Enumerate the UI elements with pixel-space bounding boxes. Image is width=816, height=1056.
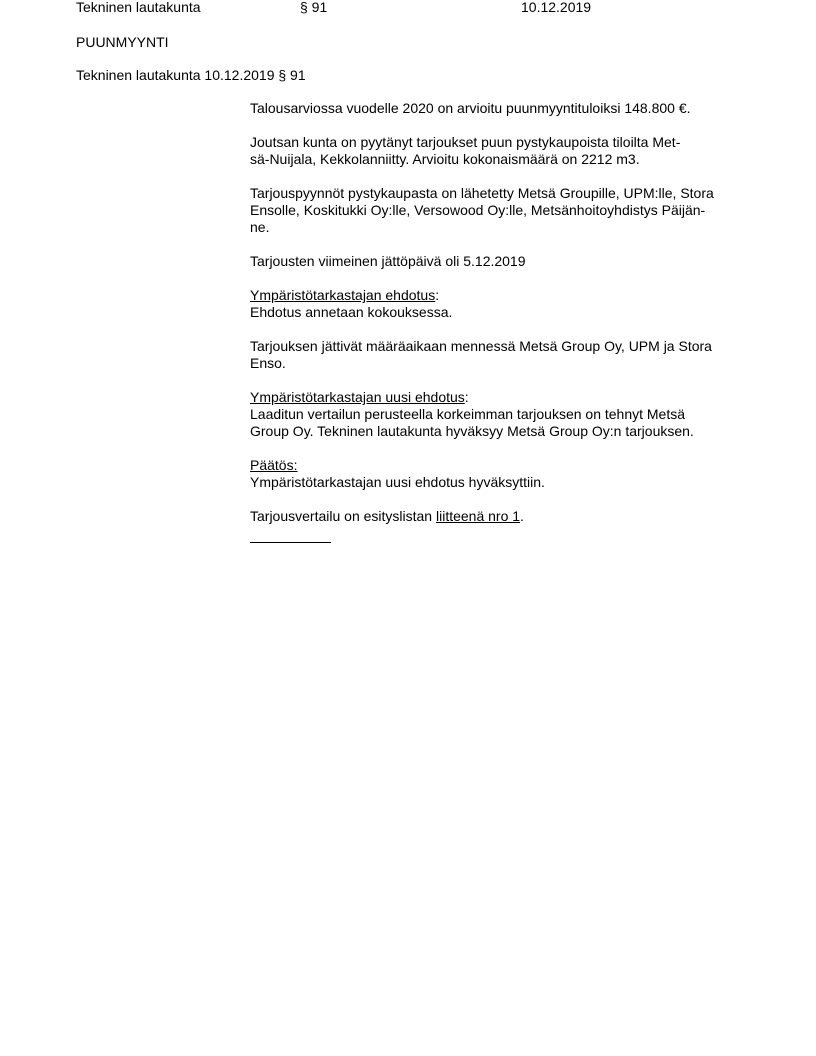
proposal-paragraph [250,287,750,321]
new-proposal-line-2: Group Oy. Tekninen lautakunta hyväksyy Metsä Group Oy:n tarjouksen. [250,423,694,439]
recipients-paragraph [250,185,750,236]
recipients-line-1: Tarjouspyynnöt pystykaupasta on lähetetty Metsä Groupille, UPM:lle, Stora [250,185,714,201]
proposal-heading-line: Ympäristötarkastajan ehdotus: [250,287,440,303]
bidders-line-1: Tarjouksen jättivät määräaikaan mennessä Metsä Group Oy, UPM ja Stora [250,338,712,354]
new-proposal-paragraph [250,389,750,440]
deadline-paragraph [250,253,750,270]
bidders-line-2: Enso. [250,355,286,371]
recipients-line-2: Ensolle, Koskitukki Oy:lle, Versowood Oy:lle, Metsänhoitoyhdistys Päijän- [250,202,706,218]
decision-heading: Päätös: [250,457,298,473]
document-body [250,100,750,543]
header-date: 10.12.2019 [521,0,592,15]
budget-text: Talousarviossa vuodelle 2020 on arvioitu puunmyyntituloiksi 148.800 €. [250,100,691,116]
decision-heading-line [250,457,750,474]
request-line-1: Joutsan kunta on pyytänyt tarjoukset puun pystykaupoista tiloilta Met- [250,134,681,150]
closing-rule [250,542,331,543]
decision-paragraph [250,457,750,491]
request-paragraph [250,134,750,168]
new-proposal-line-1: Laaditun vertailun perusteella korkeimman tarjouksen on tehnyt Metsä [250,406,686,422]
bidders-paragraph [250,338,750,372]
proposal-heading: Ympäristötarkastajan ehdotus [250,287,436,303]
new-proposal-heading: Ympäristötarkastajan uusi ehdotus [250,389,465,405]
attachment-suffix: . [520,508,524,524]
document-title: PUUNMYYNTI [76,34,169,50]
header-committee: Tekninen lautakunta [76,0,201,15]
budget-paragraph [250,100,750,117]
meeting-reference: Tekninen lautakunta 10.12.2019 § 91 [76,67,306,83]
deadline-text: Tarjousten viimeinen jättöpäivä oli 5.12.2019 [250,253,526,269]
decision-text: Ympäristötarkastajan uusi ehdotus hyväksyttiin. [250,474,545,490]
attachment-line [250,508,750,525]
proposal-text: Ehdotus annetaan kokouksessa. [250,304,453,320]
recipients-line-3: ne. [250,219,270,235]
attachment-paragraph [250,508,750,525]
request-line-2: sä-Nuijala, Kekkolanniitty. Arvioitu kokonaismäärä on 2212 m3. [250,151,640,167]
attachment-prefix: Tarjousvertailu on esityslistan [250,508,436,524]
new-proposal-heading-line: Ympäristötarkastajan uusi ehdotus: [250,389,469,405]
attachment-link[interactable]: liitteenä nro 1 [435,508,521,524]
header-section-number: § 91 [300,0,328,15]
